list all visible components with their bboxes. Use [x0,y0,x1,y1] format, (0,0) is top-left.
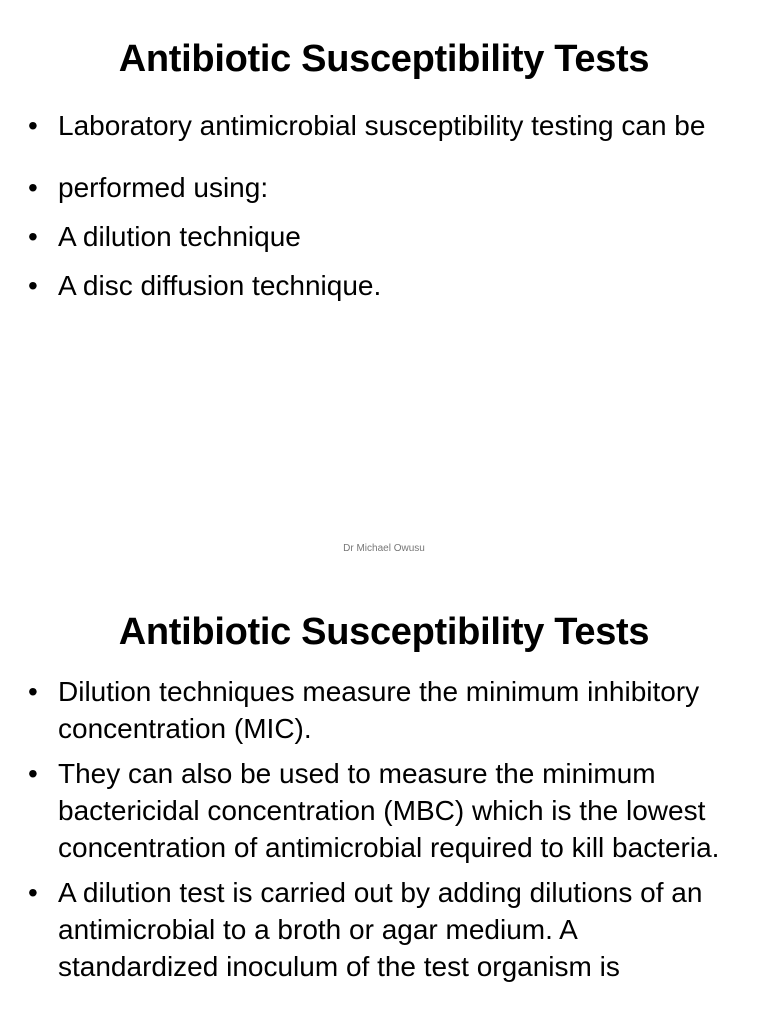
bullet-item: • Dilution techniques measure the minimum inhibitory concentration (MIC). [28,673,728,747]
bullet-item: • They can also be used to measure the minimum bactericidal concentration (MBC) which is the lowest concentration of antimicrobial required to kill bacteria. [28,755,728,866]
bullet-item: • Laboratory antimicrobial susceptibility testing can be [28,107,728,144]
bullet-list [28,673,728,993]
slide-footer-author: Dr Michael Owusu [343,543,425,554]
bullet-item: • A disc diffusion technique. [28,267,728,304]
slide-title: Antibiotic Susceptibility Tests [118,38,650,80]
bullet-list [28,107,728,316]
bullet-item: • A dilution technique [28,218,728,255]
slide-title: Antibiotic Susceptibility Tests [118,611,650,653]
bullet-item: • performed using: [28,169,728,206]
slide-2 [0,576,768,1024]
bullet-item: • A dilution test is carried out by adding dilutions of an antimicrobial to a broth or agar medium. A standardized inoculum of the test organism is [28,874,728,985]
